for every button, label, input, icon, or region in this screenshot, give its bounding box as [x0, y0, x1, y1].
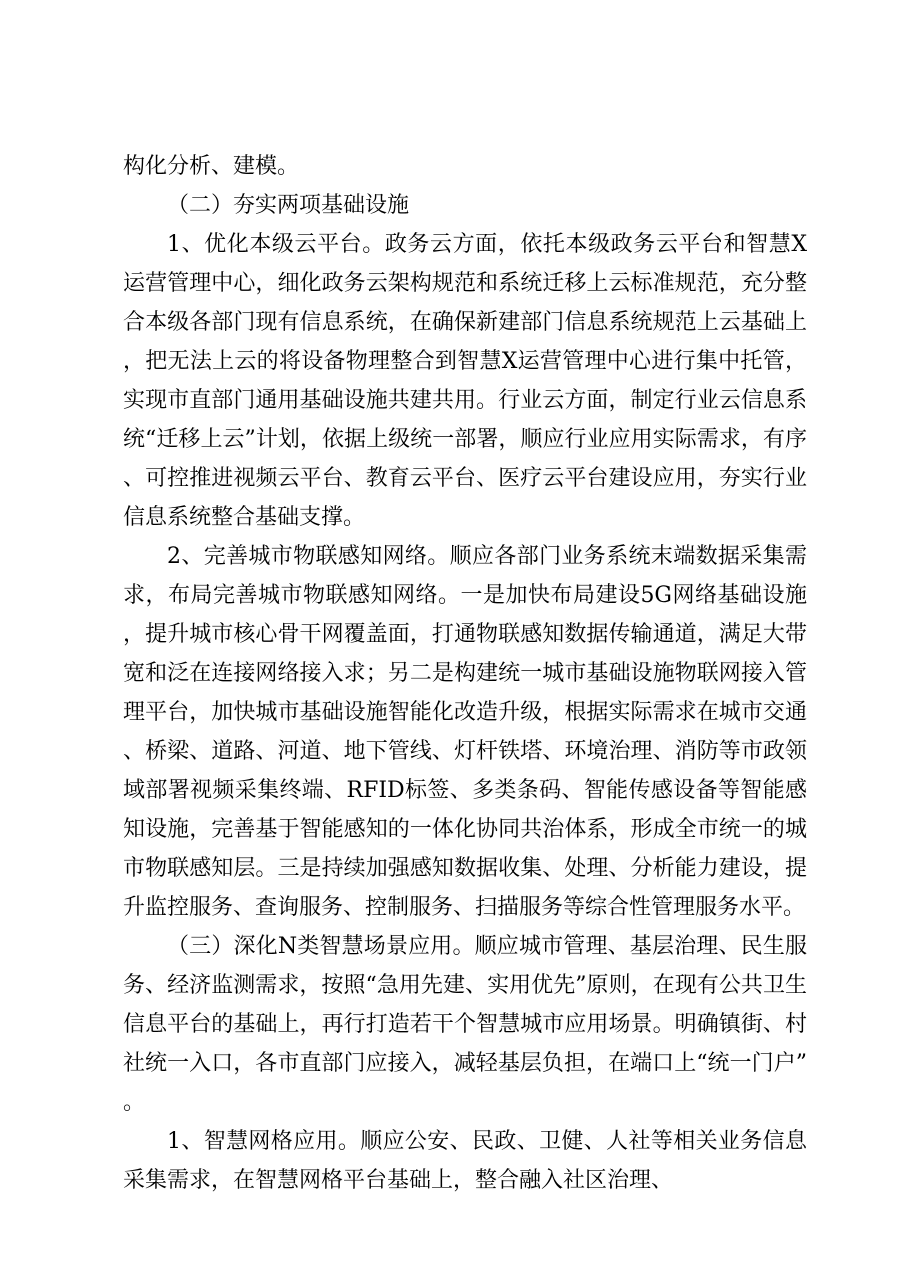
paragraph-cloud-platform: 1、优化本级云平台。政务云方面，依托本级政务云平台和智慧X运营管理中心，细化政务云架构规范和系统迁移上云标准规范，充分整合本级各部门现有信息系统，在确保新建部门信息系统规范上云基础上，把无法上云的将设备物理整合到智慧X运营管理中心进行集中托管，实现市直部门通用基础设施共建共用。行业云方面，制定行业云信息系统“迁移上云”计划，依据上级统一部署，顺应行业应用实际需求，有序、可控推进视频云平台、教育云平台、医疗云平台建设应用，夯实行业信息系统整合基础支撑。	[123, 232, 807, 530]
paragraph-continuation: 构化分析、建模。	[123, 154, 300, 179]
section-heading-two: （二）夯实两项基础设施	[167, 193, 410, 218]
document-body	[123, 147, 807, 1200]
paragraph-iot-network: 2、完善城市物联感知网络。顺应各部门业务系统末端数据采集需求，布局完善城市物联感知网络。一是加快布局建设5G网络基础设施，提升城市核心骨干网覆盖面，打通物联感知数据传输通道，满足大带宽和泛在连接网络接入求；另二是构建统一城市基础设施物联网接入管理平台，加快城市基础设施智能化改造升级，根据实际需求在城市交通、桥梁、道路、河道、地下管线、灯杆铁塔、环境治理、消防等市政领域部署视频采集终端、RFID标签、多类条码、智能传感设备等智能感知设施，完善基于智能感知的一体化协同共治体系，形成全市统一的城市物联感知层。三是持续加强感知数据收集、处理、分析能力建设，提升监控服务、查询服务、控制服务、扫描服务等综合性管理服务水平。	[123, 544, 807, 920]
section-heading-three: （三）深化N类智慧场景应用。顺应城市管理、基层治理、民生服务、经济监测需求，按照“急用先建、实用优先”原则，在现有公共卫生信息平台的基础上，再行打造若干个智慧城市应用场景。明确镇街、村社统一入口，各市直部门应接入，减轻基层负担，在端口上“统一门户”。	[123, 934, 807, 1115]
paragraph-smart-grid: 1、智慧网格应用。顺应公安、民政、卫健、人社等相关业务信息采集需求，在智慧网格平台基础上，整合融入社区治理、	[123, 1129, 807, 1193]
